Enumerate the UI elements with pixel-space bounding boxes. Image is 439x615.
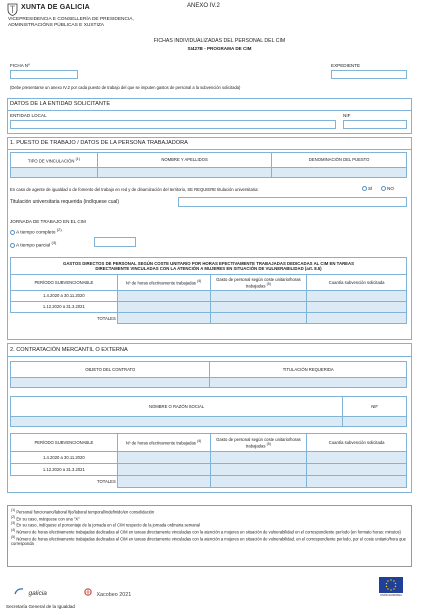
totales-cell: TOTALES	[11, 476, 118, 488]
th-cuantia: Cuantía subvención solicitada	[307, 434, 407, 452]
th-gasto: Gasto de personal según coste unitario/horas trabajadas $^{(5)}$	[210, 434, 307, 452]
th-tipo-vinculacion: TIPO DE VINCULACIÓN $^{(1)}$	[11, 153, 98, 168]
periodo-cell: 1.4.2020 a 30.11.2020	[11, 291, 118, 302]
galicia-swirl-icon	[14, 587, 24, 595]
th-periodo: PERÍODO SUBVENCIONABLE	[11, 434, 118, 452]
note-item: $^{(5)}$ Número de horas efectivamente trabajadas dedicadas al CIM en tareas directamente vinculadas con la atención a mujeres en situación de vulnerabilidad, en el correspondiente período, por el coste unitario/hora que corresponda	[11, 534, 406, 547]
th-horas: Nº de horas efectivamente trabajadas $^{(4)}$	[117, 434, 210, 452]
radio-no[interactable]: NO	[381, 186, 394, 192]
contratacion-gastos-table	[10, 433, 407, 488]
puesto-person-table	[10, 152, 407, 178]
radio-completo[interactable]: A tiempo completo $^{(2)}$	[10, 227, 62, 237]
table-row	[11, 291, 407, 302]
objeto-input[interactable]	[11, 378, 210, 388]
puesto-divider	[7, 149, 412, 150]
parcial-percent-input[interactable]	[94, 237, 136, 247]
nombre-razon-input[interactable]	[11, 417, 343, 427]
total-gasto-input[interactable]	[210, 313, 307, 324]
xunta-shield-icon	[7, 3, 18, 16]
puesto-title: 1. PUESTO DE TRABAJO / DATOS DE LA PERSONA TRABAJADORA	[10, 140, 188, 146]
horas-input[interactable]	[117, 291, 210, 302]
cuantia-input[interactable]	[307, 464, 407, 476]
th-horas: Nº de horas efectivamente trabajadas $^{(4)}$	[117, 275, 210, 291]
th-nombre-razon: NOMBRE O RAZÓN SOCIAL	[11, 397, 343, 417]
table-row	[11, 464, 407, 476]
contrato-table	[10, 361, 407, 388]
entidad-local-label: ENTIDAD LOCAL	[10, 113, 47, 118]
org-line-1: VICEPRESIDENCIA E CONSELLERÍA DE PRESIDENCIA,	[8, 17, 134, 22]
ficha-input[interactable]	[10, 70, 78, 79]
nombre-apellidos-input[interactable]	[97, 168, 272, 178]
titulacion-label: Titulación universitaria requerida (indíquese cual)	[10, 199, 120, 205]
brand-name: XUNTA DE GALICIA	[21, 4, 90, 11]
titulacion-requerida-input[interactable]	[210, 378, 407, 388]
gasto-input[interactable]	[210, 464, 307, 476]
galicia-logo: galicia	[14, 582, 47, 600]
radio-completo-icon	[10, 230, 15, 235]
total-horas-input[interactable]	[117, 476, 210, 488]
totales-cell: TOTALES	[11, 313, 118, 324]
titulacion-input[interactable]	[178, 197, 407, 207]
contratacion-title: 2. CONTRATACIÓN MERCANTIL O EXTERNA	[10, 347, 128, 353]
contratacion-divider	[7, 356, 412, 357]
note-item: $^{(1)}$ Personal funcionario/laboral fijo/laboral temporal/indefinido/en consolidación	[11, 508, 155, 515]
total-horas-input[interactable]	[117, 313, 210, 324]
table-row	[11, 302, 407, 313]
th-objeto: OBJETO DEL CONTRATO	[11, 362, 210, 378]
th-nif: NIF	[343, 397, 407, 417]
expediente-label: EXPEDIENTE	[331, 63, 361, 68]
note-item: $^{(4)}$ Número de horas efectivamente trabajadas dedicadas al CIM en tareas directamente vinculadas con la atención a mujeres en situación de vulnerabilidad en el correspondiente período (en formato horas: minutos)	[11, 528, 401, 535]
notes-box	[7, 505, 412, 567]
eu-logo	[379, 577, 403, 599]
tipo-vinculacion-input[interactable]	[11, 168, 98, 178]
nif-label: NIF	[343, 113, 351, 118]
puesto-gastos-table	[10, 257, 407, 324]
proveedor-table	[10, 396, 407, 427]
periodo-cell: 1.12.2020 a 31.3.2021	[11, 302, 118, 313]
proveedor-nif-input[interactable]	[343, 417, 407, 427]
gasto-input[interactable]	[210, 291, 307, 302]
horas-input[interactable]	[117, 302, 210, 313]
total-cuantia-input[interactable]	[307, 476, 407, 488]
total-gasto-input[interactable]	[210, 476, 307, 488]
radio-parcial[interactable]: A tiempo parcial $^{(3)}$	[10, 240, 56, 250]
th-gasto: Gasto de personal según coste unitario/horas trabajadas $^{(5)}$	[210, 275, 307, 291]
ficha-label: FICHA Nº	[10, 63, 30, 68]
note-item: $^{(2)}$ En su caso, márquese con una "X"	[11, 514, 80, 522]
entidad-local-input[interactable]	[10, 120, 336, 129]
nif-input[interactable]	[343, 120, 407, 129]
horas-input[interactable]	[117, 452, 210, 464]
table-row	[11, 313, 407, 324]
jornada-label: JORNADA DE TRABAJO EN EL CIM	[10, 219, 86, 224]
org-line-2: ADMINISTRACIÓNS PÚBLICAS E XUSTIZA	[8, 23, 104, 28]
ficha-note: (Debe presentarse un anexo IV.2 por cada puesto de trabajo del que se imputen gastos de personal a la subvención solicitada)	[10, 85, 241, 90]
total-cuantia-input[interactable]	[307, 313, 407, 324]
eu-flag-icon	[379, 577, 403, 593]
xunta-logo	[7, 3, 18, 16]
secretaria-label: Secretaría General de la Igualdad	[6, 604, 75, 609]
table-row	[11, 452, 407, 464]
radio-no-icon	[381, 186, 386, 191]
expediente-input[interactable]	[331, 70, 407, 79]
eu-label: UNIÓN EUROPEA	[380, 594, 402, 597]
gastos-table-title: GASTOS DIRECTOS DE PERSONAL SEGÚN COSTE UNITARIO POR HORAS EFECTIVAMENTE TRABAJADAS DEDICADAS AL CIM EN TAREAS DIRECTAMENTE VINCULADAS CON LA ATENCIÓN A MUJERES EN SITUACIÓN DE VULNERABILIDAD (art. 8.5)	[11, 258, 407, 275]
radio-si-icon	[362, 186, 367, 191]
agente-question: En caso de agente de igualdad o de fomento del trabajo en red y de dinamización del territorio, SE REQUIERE titulación universitaria:	[10, 187, 259, 192]
page-title: FICHAS INDIVIDUALIZADAS DEL PERSONAL DEL CIM	[153, 38, 286, 44]
th-titulacion-requerida: TITULACIÓN REQUERIDA	[210, 362, 407, 378]
denominacion-puesto-input[interactable]	[272, 168, 407, 178]
periodo-cell: 1.12.2020 a 31.3.2021	[11, 464, 118, 476]
cuantia-input[interactable]	[307, 291, 407, 302]
periodo-cell: 1.4.2020 a 30.11.2020	[11, 452, 118, 464]
entidad-title: DATOS DE LA ENTIDAD SOLICITANTE	[10, 101, 111, 107]
note-item: $^{(3)}$ En su caso, indíquese el porcentaje de la jornada en el CIM respecto de la jornada ordinaria semanal	[11, 521, 200, 528]
cuantia-input[interactable]	[307, 452, 407, 464]
anexo-label: ANEXO IV.2	[187, 3, 220, 9]
xacobeo-logo: Xacobeo 2021	[84, 583, 131, 601]
horas-input[interactable]	[117, 464, 210, 476]
table-row	[11, 476, 407, 488]
entidad-divider	[7, 110, 412, 111]
th-periodo: PERÍODO SUBVENCIONABLE	[11, 275, 118, 291]
radio-parcial-icon	[10, 243, 15, 248]
xacobeo-shell-icon	[84, 588, 92, 596]
cuantia-input[interactable]	[307, 302, 407, 313]
gasto-input[interactable]	[210, 302, 307, 313]
th-cuantia: Cuantía subvención solicitada	[307, 275, 407, 291]
gasto-input[interactable]	[210, 452, 307, 464]
th-denominacion-puesto: DENOMINACIÓN DEL PUESTO	[272, 153, 407, 168]
page-subtitle: SI427B - PROGRAMA DE CIM	[187, 46, 252, 51]
th-nombre-apellidos: NOMBRE Y APELLIDOS	[97, 153, 272, 168]
radio-si[interactable]: SÍ	[362, 186, 372, 192]
